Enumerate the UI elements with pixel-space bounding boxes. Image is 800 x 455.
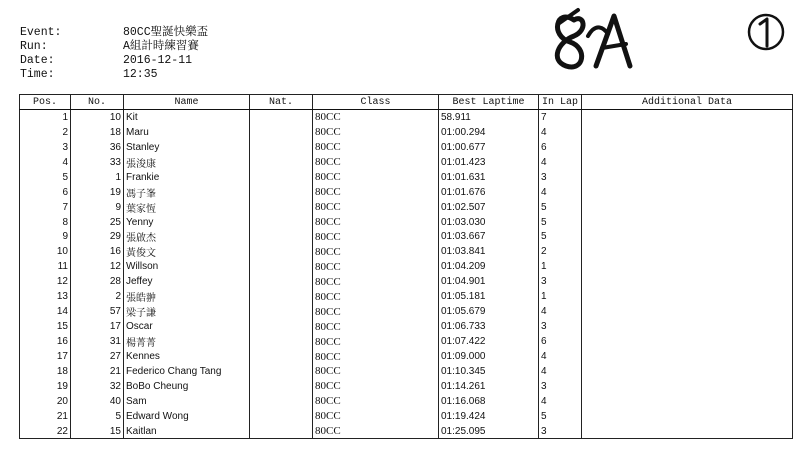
driver-name-cell: 葉家恆: [124, 200, 250, 215]
class-cell: 80CC: [313, 155, 439, 170]
additional-data-cell: [582, 185, 793, 200]
in-lap-cell: 5: [539, 215, 582, 230]
in-lap-cell: 3: [539, 424, 582, 439]
additional-data-cell: [582, 409, 793, 424]
additional-data-cell: [582, 394, 793, 409]
number-cell: 57: [71, 304, 124, 319]
best-laptime-cell: 01:05.181: [439, 289, 539, 304]
driver-name-cell: 張浚康: [124, 155, 250, 170]
best-laptime-cell: 01:04.209: [439, 259, 539, 274]
number-cell: 40: [71, 394, 124, 409]
table-row: [20, 364, 793, 379]
driver-name-cell: Stanley: [124, 140, 250, 155]
number-cell: 16: [71, 244, 124, 259]
driver-name-cell: Federico Chang Tang: [124, 364, 250, 379]
best-laptime-cell: 01:19.424: [439, 409, 539, 424]
nat-cell: [250, 424, 313, 439]
table-row: [20, 319, 793, 334]
table-row: [20, 155, 793, 170]
nat-cell: [250, 394, 313, 409]
nat-cell: [250, 409, 313, 424]
additional-data-cell: [582, 200, 793, 215]
best-laptime-cell: 01:03.667: [439, 229, 539, 244]
meta-date-row: [20, 54, 208, 68]
table-row: [20, 409, 793, 424]
number-cell: 15: [71, 424, 124, 439]
nat-cell: [250, 379, 313, 394]
additional-data-cell: [582, 274, 793, 289]
nat-cell: [250, 155, 313, 170]
driver-name-cell: Maru: [124, 125, 250, 140]
number-cell: 12: [71, 259, 124, 274]
additional-data-cell: [582, 155, 793, 170]
pos-cell: 1: [20, 110, 71, 125]
table-row: [20, 424, 793, 439]
meta-date-label: Date:: [20, 54, 55, 67]
driver-name-cell: 馮子峯: [124, 185, 250, 200]
pos-cell: 15: [20, 319, 71, 334]
table-row: [20, 185, 793, 200]
additional-data-cell: [582, 304, 793, 319]
table-row: [20, 200, 793, 215]
table-row: [20, 170, 793, 185]
class-cell: 80CC: [313, 379, 439, 394]
table-row: [20, 125, 793, 140]
best-laptime-cell: 01:09.000: [439, 349, 539, 364]
table-row: [20, 259, 793, 274]
header-in-lap: In Lap: [539, 95, 582, 110]
additional-data-cell: [582, 125, 793, 140]
class-cell: 80CC: [313, 229, 439, 244]
best-laptime-cell: 01:14.261: [439, 379, 539, 394]
nat-cell: [250, 215, 313, 230]
pos-cell: 16: [20, 334, 71, 349]
class-cell: 80CC: [313, 110, 439, 125]
in-lap-cell: 4: [539, 304, 582, 319]
best-laptime-cell: 01:02.507: [439, 200, 539, 215]
header-pos: Pos.: [20, 95, 71, 110]
header-name: Name: [124, 95, 250, 110]
table-row: [20, 215, 793, 230]
number-cell: 36: [71, 140, 124, 155]
pos-cell: 19: [20, 379, 71, 394]
driver-name-cell: 梁子謙: [124, 304, 250, 319]
class-cell: 80CC: [313, 394, 439, 409]
table-row: [20, 110, 793, 125]
driver-name-cell: Kennes: [124, 349, 250, 364]
nat-cell: [250, 140, 313, 155]
in-lap-cell: 5: [539, 200, 582, 215]
driver-name-cell: Sam: [124, 394, 250, 409]
best-laptime-cell: 01:07.422: [439, 334, 539, 349]
number-cell: 5: [71, 409, 124, 424]
driver-name-cell: Oscar: [124, 319, 250, 334]
in-lap-cell: 3: [539, 379, 582, 394]
pos-cell: 7: [20, 200, 71, 215]
number-cell: 33: [71, 155, 124, 170]
pos-cell: 2: [20, 125, 71, 140]
class-cell: 80CC: [313, 319, 439, 334]
nat-cell: [250, 319, 313, 334]
class-cell: 80CC: [313, 349, 439, 364]
additional-data-cell: [582, 349, 793, 364]
header-additional-data: Additional Data: [582, 95, 793, 110]
meta-run-value: A組計時練習賽: [123, 40, 199, 53]
pos-cell: 9: [20, 229, 71, 244]
number-cell: 19: [71, 185, 124, 200]
pos-cell: 12: [20, 274, 71, 289]
meta-event-value: 80CC聖誕快樂盃: [123, 26, 209, 39]
nat-cell: [250, 274, 313, 289]
pos-cell: 8: [20, 215, 71, 230]
in-lap-cell: 7: [539, 110, 582, 125]
nat-cell: [250, 259, 313, 274]
class-cell: 80CC: [313, 125, 439, 140]
driver-name-cell: 張皓翀: [124, 289, 250, 304]
best-laptime-cell: 01:01.631: [439, 170, 539, 185]
driver-name-cell: Kaitlan: [124, 424, 250, 439]
driver-name-cell: Yenny: [124, 215, 250, 230]
table-row: [20, 304, 793, 319]
driver-name-cell: Jeffey: [124, 274, 250, 289]
additional-data-cell: [582, 319, 793, 334]
meta-time-row: [20, 68, 208, 82]
driver-name-cell: Kit: [124, 110, 250, 125]
class-cell: 80CC: [313, 185, 439, 200]
additional-data-cell: [582, 289, 793, 304]
pos-cell: 5: [20, 170, 71, 185]
table-row: [20, 289, 793, 304]
in-lap-cell: 4: [539, 185, 582, 200]
meta-run-row: [20, 40, 208, 54]
table-header-row: [20, 95, 793, 110]
pos-cell: 22: [20, 424, 71, 439]
number-cell: 18: [71, 125, 124, 140]
number-cell: 28: [71, 274, 124, 289]
driver-name-cell: 黃俊文: [124, 244, 250, 259]
nat-cell: [250, 229, 313, 244]
class-cell: 80CC: [313, 215, 439, 230]
in-lap-cell: 4: [539, 155, 582, 170]
number-cell: 9: [71, 200, 124, 215]
table-row: [20, 394, 793, 409]
additional-data-cell: [582, 140, 793, 155]
additional-data-cell: [582, 424, 793, 439]
header-class: Class: [313, 95, 439, 110]
meta-event-row: [20, 26, 208, 40]
in-lap-cell: 5: [539, 409, 582, 424]
pos-cell: 14: [20, 304, 71, 319]
best-laptime-cell: 01:01.423: [439, 155, 539, 170]
number-cell: 32: [71, 379, 124, 394]
pos-cell: 18: [20, 364, 71, 379]
table-row: [20, 379, 793, 394]
pos-cell: 13: [20, 289, 71, 304]
pos-cell: 10: [20, 244, 71, 259]
handwritten-mark: [548, 2, 798, 82]
class-cell: 80CC: [313, 170, 439, 185]
additional-data-cell: [582, 379, 793, 394]
additional-data-cell: [582, 259, 793, 274]
in-lap-cell: 1: [539, 289, 582, 304]
nat-cell: [250, 304, 313, 319]
driver-name-cell: Edward Wong: [124, 409, 250, 424]
table-row: [20, 244, 793, 259]
in-lap-cell: 4: [539, 364, 582, 379]
number-cell: 10: [71, 110, 124, 125]
header-no: No.: [71, 95, 124, 110]
pos-cell: 20: [20, 394, 71, 409]
nat-cell: [250, 349, 313, 364]
class-cell: 80CC: [313, 289, 439, 304]
pos-cell: 4: [20, 155, 71, 170]
best-laptime-cell: 01:04.901: [439, 274, 539, 289]
best-laptime-cell: 01:00.677: [439, 140, 539, 155]
best-laptime-cell: 01:03.030: [439, 215, 539, 230]
additional-data-cell: [582, 364, 793, 379]
nat-cell: [250, 334, 313, 349]
best-laptime-cell: 01:00.294: [439, 125, 539, 140]
table-row: [20, 274, 793, 289]
header-best-laptime: Best Laptime: [439, 95, 539, 110]
header-nat: Nat.: [250, 95, 313, 110]
table-row: [20, 229, 793, 244]
additional-data-cell: [582, 110, 793, 125]
driver-name-cell: 楊菁菁: [124, 334, 250, 349]
number-cell: 2: [71, 289, 124, 304]
nat-cell: [250, 185, 313, 200]
additional-data-cell: [582, 229, 793, 244]
class-cell: 80CC: [313, 334, 439, 349]
nat-cell: [250, 244, 313, 259]
number-cell: 31: [71, 334, 124, 349]
in-lap-cell: 4: [539, 394, 582, 409]
additional-data-cell: [582, 244, 793, 259]
in-lap-cell: 3: [539, 319, 582, 334]
driver-name-cell: Willson: [124, 259, 250, 274]
table-row: [20, 334, 793, 349]
table-body: [20, 110, 793, 439]
class-cell: 80CC: [313, 424, 439, 439]
number-cell: 25: [71, 215, 124, 230]
pos-cell: 3: [20, 140, 71, 155]
results-table: [19, 94, 793, 439]
in-lap-cell: 3: [539, 274, 582, 289]
meta-time-label: Time:: [20, 68, 55, 81]
additional-data-cell: [582, 334, 793, 349]
number-cell: 29: [71, 229, 124, 244]
class-cell: 80CC: [313, 140, 439, 155]
meta-run-label: Run:: [20, 40, 48, 53]
best-laptime-cell: 01:01.676: [439, 185, 539, 200]
number-cell: 1: [71, 170, 124, 185]
in-lap-cell: 4: [539, 349, 582, 364]
number-cell: 27: [71, 349, 124, 364]
additional-data-cell: [582, 170, 793, 185]
pos-cell: 6: [20, 185, 71, 200]
in-lap-cell: 5: [539, 229, 582, 244]
nat-cell: [250, 200, 313, 215]
nat-cell: [250, 364, 313, 379]
nat-cell: [250, 170, 313, 185]
best-laptime-cell: 01:03.841: [439, 244, 539, 259]
in-lap-cell: 2: [539, 244, 582, 259]
pos-cell: 17: [20, 349, 71, 364]
additional-data-cell: [582, 215, 793, 230]
class-cell: 80CC: [313, 259, 439, 274]
pos-cell: 11: [20, 259, 71, 274]
meta-date-value: 2016-12-11: [123, 54, 193, 67]
number-cell: 21: [71, 364, 124, 379]
best-laptime-cell: 58.911: [439, 110, 539, 125]
in-lap-cell: 6: [539, 334, 582, 349]
best-laptime-cell: 01:05.679: [439, 304, 539, 319]
driver-name-cell: 張啟杰: [124, 229, 250, 244]
class-cell: 80CC: [313, 409, 439, 424]
table-row: [20, 349, 793, 364]
meta-block: [20, 26, 208, 82]
nat-cell: [250, 289, 313, 304]
nat-cell: [250, 110, 313, 125]
meta-time-value: 12:35: [123, 68, 158, 81]
class-cell: 80CC: [313, 244, 439, 259]
pos-cell: 21: [20, 409, 71, 424]
in-lap-cell: 3: [539, 170, 582, 185]
driver-name-cell: Frankie: [124, 170, 250, 185]
in-lap-cell: 1: [539, 259, 582, 274]
class-cell: 80CC: [313, 274, 439, 289]
best-laptime-cell: 01:06.733: [439, 319, 539, 334]
class-cell: 80CC: [313, 200, 439, 215]
class-cell: 80CC: [313, 304, 439, 319]
best-laptime-cell: 01:16.068: [439, 394, 539, 409]
in-lap-cell: 6: [539, 140, 582, 155]
table-row: [20, 140, 793, 155]
class-cell: 80CC: [313, 364, 439, 379]
number-cell: 17: [71, 319, 124, 334]
driver-name-cell: BoBo Cheung: [124, 379, 250, 394]
best-laptime-cell: 01:25.095: [439, 424, 539, 439]
best-laptime-cell: 01:10.345: [439, 364, 539, 379]
nat-cell: [250, 125, 313, 140]
in-lap-cell: 4: [539, 125, 582, 140]
meta-event-label: Event:: [20, 26, 62, 39]
